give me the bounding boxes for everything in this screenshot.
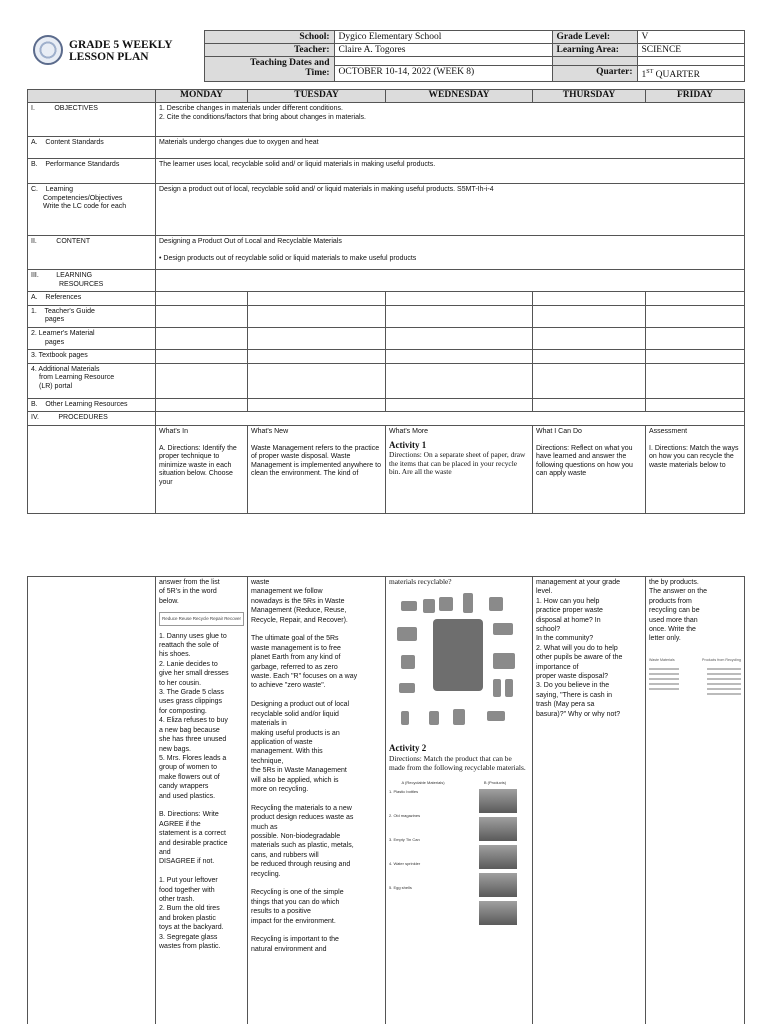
recyclable-items-illustration	[389, 593, 529, 738]
monday-line: of 5R's in the word	[159, 588, 217, 596]
deped-seal-icon	[33, 35, 63, 65]
day-monday: MONDAY	[156, 90, 248, 103]
monday-line: group of women to	[159, 764, 217, 772]
teacher-label: Teacher:	[204, 44, 334, 57]
thursday-line: 1. How can you help	[536, 597, 600, 605]
thursday-line: practice proper waste	[536, 607, 603, 615]
tuesday-line	[251, 625, 382, 634]
monday-line: 4. Eliza refuses to buy	[159, 717, 228, 725]
procedures-header-cell	[156, 412, 745, 426]
grade-label: Grade Level:	[552, 31, 637, 44]
tuesday-line	[251, 926, 382, 935]
tuesday-line: recycling.	[251, 870, 281, 878]
header-gap	[552, 57, 637, 66]
tuesday-line: materials such as plastic, metals,	[251, 842, 354, 850]
thursday-line: school?	[536, 626, 561, 634]
tuesday-line: more on recycling.	[251, 785, 309, 793]
match-item: 3. Empty Tin Can	[389, 837, 420, 843]
area-value: SCIENCE	[637, 44, 744, 57]
friday-line: once. Write the	[649, 626, 696, 634]
tuesday-line: natural environment and	[251, 945, 327, 953]
monday-line: a new bag because	[159, 726, 220, 734]
monday-line: make flowers out of	[159, 773, 220, 781]
monday-line: for composting.	[159, 707, 207, 715]
monday-line: new bags.	[159, 745, 191, 753]
word-list-item: Recover	[224, 616, 241, 622]
monday-line: reattach the sole of	[159, 642, 219, 650]
monday-line: statement is a correct	[159, 830, 226, 838]
plan-title: GRADE 5 WEEKLY LESSON PLAN	[69, 38, 173, 63]
thursday-line: 2. What will you do to help	[536, 644, 618, 652]
competencies-text: Design a product out of local, recyclable solid and/ or liquid materials in making useful products. S5MT-Ih-i-4	[156, 184, 745, 236]
match-item: 4. Water sprinkler	[389, 861, 421, 867]
monday-line: food together with	[159, 886, 215, 894]
wednesday-procedure: What's More Activity 1 Directions: On a separate sheet of paper, draw the items that can be placed in your recycle bin. Are all the waste	[386, 425, 533, 513]
monday-line: to her cousin.	[159, 679, 202, 687]
match-item: 1. Plastic bottles	[389, 789, 419, 795]
monday-line: and used plastics.	[159, 792, 216, 800]
tuesday-line	[251, 691, 382, 700]
tuesday-line: Management (Reduce, Reuse,	[251, 607, 347, 615]
friday-continuation	[646, 577, 745, 1024]
word-list-item: Reduce	[162, 616, 178, 622]
thursday-line: saying, "There is cash in	[536, 691, 613, 699]
monday-line: give her small dresses	[159, 670, 229, 678]
tuesday-line: waste management is to free	[251, 644, 341, 652]
tuesday-line: results to a positive	[251, 908, 311, 916]
thursday-line: disposal at home? In	[536, 616, 601, 624]
area-label: Learning Area:	[552, 44, 637, 57]
tuesday-line: nowadays is the 5Rs in Waste	[251, 597, 345, 605]
thursday-line: basura)?" Why or why not?	[536, 710, 621, 718]
content-text: Designing a Product Out of Local and Recyclable Materials • Design products out of recyclable solid or liquid materials to make useful products	[156, 236, 745, 270]
monday-line: DISAGREE if not.	[159, 858, 215, 866]
monday-line: she has three unused	[159, 736, 227, 744]
tuesday-line: possible. Non-biodegradable	[251, 832, 341, 840]
monday-line: and broken plastic	[159, 914, 216, 922]
tuesday-line: things that you can do which	[251, 898, 340, 906]
match-item: 5. Egg shells	[389, 885, 412, 891]
teacher-value: Claire A. Togores	[334, 44, 552, 57]
monday-line: 2. Burn the old tires	[159, 905, 220, 913]
tuesday-line: garbage, referred to as zero	[251, 663, 338, 671]
thursday-line: proper waste disposal?	[536, 673, 608, 681]
performance-standards-label: B. Performance Standards	[28, 159, 156, 184]
teachers-guide-label: 1. Teacher's Guide pages	[28, 305, 156, 327]
grade-value: V	[637, 31, 744, 44]
monday-line: other trash.	[159, 896, 195, 903]
monday-line: and	[159, 848, 171, 856]
title-block	[27, 31, 204, 82]
friday-line: the by products.	[649, 579, 699, 586]
word-list-item: Reuse	[178, 616, 192, 622]
tuesday-line: cans, and rubbers will	[251, 851, 319, 859]
procedures-left-cell	[28, 425, 156, 513]
tuesday-line: Recycle, Repair, and Recover).	[251, 616, 348, 624]
monday-line: AGREE if the	[159, 820, 201, 828]
friday-line: The answer on the	[649, 588, 707, 596]
activity-2-title: Activity 2	[389, 742, 427, 753]
matching-mini-table: Waste Materials Products from Recycling	[649, 657, 741, 662]
tuesday-line: materials in	[251, 720, 287, 728]
thursday-line: importance of	[536, 663, 579, 671]
thursday-line: trash (May pera sa	[536, 701, 595, 709]
lesson-plan-table	[27, 89, 744, 514]
thursday-line: In the community?	[536, 635, 594, 643]
monday-line: 3. The Grade 5 class	[159, 689, 224, 697]
quarter-value: 1ST QUARTER	[637, 66, 744, 82]
tuesday-procedure: What's New Waste Management refers to the practice of proper waste disposal. Waste Management is implemented anywhere to clean the environment. The kind of	[248, 425, 386, 513]
objectives-text: 1. Describe changes in materials under different conditions. 2. Cite the conditions/factors that bring about changes in materials.	[156, 103, 745, 137]
day-wednesday: WEDNESDAY	[386, 90, 533, 103]
tuesday-line: to achieve "zero waste".	[251, 682, 326, 690]
tuesday-line: product design reduces waste as	[251, 814, 354, 822]
tuesday-line: Recycling is one of the simple	[251, 889, 344, 897]
thursday-line: other pupils be aware of the	[536, 654, 623, 662]
monday-line: his shoes.	[159, 651, 191, 659]
monday-line: 1. Danny uses glue to	[159, 632, 227, 640]
thursday-continuation	[533, 577, 646, 1024]
tuesday-line: application of waste	[251, 738, 313, 746]
tuesday-line: much as	[251, 823, 278, 831]
tuesday-line	[251, 794, 382, 803]
monday-line: B. Directions: Write	[159, 811, 219, 819]
tuesday-line: waste. Each "R" focuses on a way	[251, 673, 358, 681]
wednesday-continuation: materials recyclable? Activity 2 Directions: Match the product that can be made from the following recyclable materials. A (Recyclable Materials) 1. Plastic bottles 2. Old magazines 3. Empty Tin Can 4. Water sprinkler 5. Egg shells B (Products)	[386, 577, 533, 1024]
school-value: Dygico Elementary School	[334, 31, 552, 44]
tuesday-line: planet Earth from any kind of	[251, 654, 341, 662]
tuesday-line: management. With this	[251, 748, 323, 756]
content-standards-text: Materials undergo changes due to oxygen and heat	[156, 137, 745, 159]
monday-line: toys at the backyard.	[159, 924, 224, 932]
tuesday-line: impact for the environment.	[251, 917, 336, 925]
tuesday-line: Designing a product out of local	[251, 701, 350, 709]
monday-line	[159, 801, 244, 810]
other-resources-label: B. Other Learning Resources	[28, 398, 156, 412]
monday-line: answer from the list	[159, 579, 220, 586]
continuation-left-cell	[28, 577, 156, 1024]
dates-spacer	[334, 57, 552, 66]
activity-1-title: Activity 1	[389, 439, 427, 450]
monday-procedure: What's In A. Directions: Identify the proper technique to minimize waste in each situation below. Choose your	[156, 425, 248, 513]
tuesday-line: recyclable solid and/or liquid	[251, 710, 339, 718]
monday-line	[159, 867, 244, 876]
monday-line: uses grass clippings	[159, 698, 223, 706]
quarter-label: Quarter:	[552, 66, 637, 82]
monday-line: below.	[159, 597, 179, 605]
school-label: School:	[204, 31, 334, 44]
monday-line: wastes from plastic.	[159, 943, 221, 951]
tuesday-continuation	[248, 577, 386, 1024]
tuesday-line: technique,	[251, 757, 284, 765]
additional-materials-label: 4. Additional Materials from Learning Resource (LR) portal	[28, 363, 156, 398]
tuesday-line: making useful products is an	[251, 729, 340, 737]
matching-table: A (Recyclable Materials) 1. Plastic bottles 2. Old magazines 3. Empty Tin Can 4. Water sprinkler 5. Egg shells B (Products)	[389, 780, 529, 929]
day-tuesday: TUESDAY	[248, 90, 386, 103]
learning-resources-cell	[156, 270, 745, 292]
tuesday-line: waste	[251, 579, 270, 586]
monday-line: 3. Segregate glass	[159, 933, 218, 941]
friday-line: recycling can be	[649, 607, 700, 615]
thursday-line: 3. Do you believe in the	[536, 682, 610, 690]
tuesday-line: the 5Rs in Waste Management	[251, 767, 347, 775]
corner-cell	[28, 90, 156, 103]
thursday-procedure: What I Can Do Directions: Reflect on what you have learned and answer the following questions on how you can apply waste	[533, 425, 646, 513]
content-label: II. CONTENT	[28, 236, 156, 270]
tuesday-line: The ultimate goal of the 5Rs	[251, 635, 339, 643]
textbook-pages-label: 3. Textbook pages	[28, 350, 156, 364]
friday-line: products from	[649, 597, 692, 605]
tuesday-line: management we follow	[251, 588, 323, 596]
monday-line: and desirable practice	[159, 839, 228, 847]
friday-procedure: Assessment I. Directions: Match the ways on how you can recycle the waste materials below to	[646, 425, 745, 513]
word-list-item: Repair	[209, 616, 224, 622]
monday-line: 5. Mrs. Flores leads a	[159, 754, 227, 762]
friday-line: used more than	[649, 616, 698, 624]
monday-continuation	[156, 577, 248, 1024]
objectives-label: I. OBJECTIVES	[28, 103, 156, 137]
learning-resources-label: III. LEARNING RESOURCES	[28, 270, 156, 292]
monday-line: candy wrappers	[159, 783, 209, 791]
procedures-label: IV. PROCEDURES	[28, 412, 156, 426]
monday-line: 1. Put your leftover	[159, 877, 218, 885]
content-standards-label: A. Content Standards	[28, 137, 156, 159]
references-label: A. References	[28, 292, 156, 306]
learners-material-label: 2. Learner's Material pages	[28, 327, 156, 349]
day-thursday: THURSDAY	[533, 90, 646, 103]
word-list-item: Recycle	[192, 616, 209, 622]
thursday-line: management at your grade	[536, 579, 621, 586]
performance-standards-text: The learner uses local, recyclable solid and/ or liquid materials in making useful products.	[156, 159, 745, 184]
dates-value: OCTOBER 10-14, 2022 (WEEK 8)	[334, 66, 552, 82]
dates-label: Teaching Dates and Time:	[204, 57, 334, 82]
tuesday-line: Recycling the materials to a new	[251, 804, 352, 812]
match-item: 2. Old magazines	[389, 813, 421, 819]
5rs-word-list	[159, 612, 244, 625]
tuesday-line: will also be applied, which is	[251, 776, 339, 784]
continuation-table	[27, 576, 744, 1024]
friday-line: letter only.	[649, 635, 681, 643]
day-friday: FRIDAY	[646, 90, 745, 103]
tuesday-line: be reduced through reusing and	[251, 861, 351, 869]
thursday-line: level.	[536, 588, 553, 596]
lesson-plan-header	[27, 30, 744, 82]
tuesday-line	[251, 879, 382, 888]
competencies-label: C. Learning Competencies/Objectives Write the LC code for each	[28, 184, 156, 236]
monday-line: 2. Lanie decides to	[159, 660, 218, 668]
tuesday-line: Recycling is important to the	[251, 936, 339, 944]
quarter-spacer	[637, 57, 744, 66]
